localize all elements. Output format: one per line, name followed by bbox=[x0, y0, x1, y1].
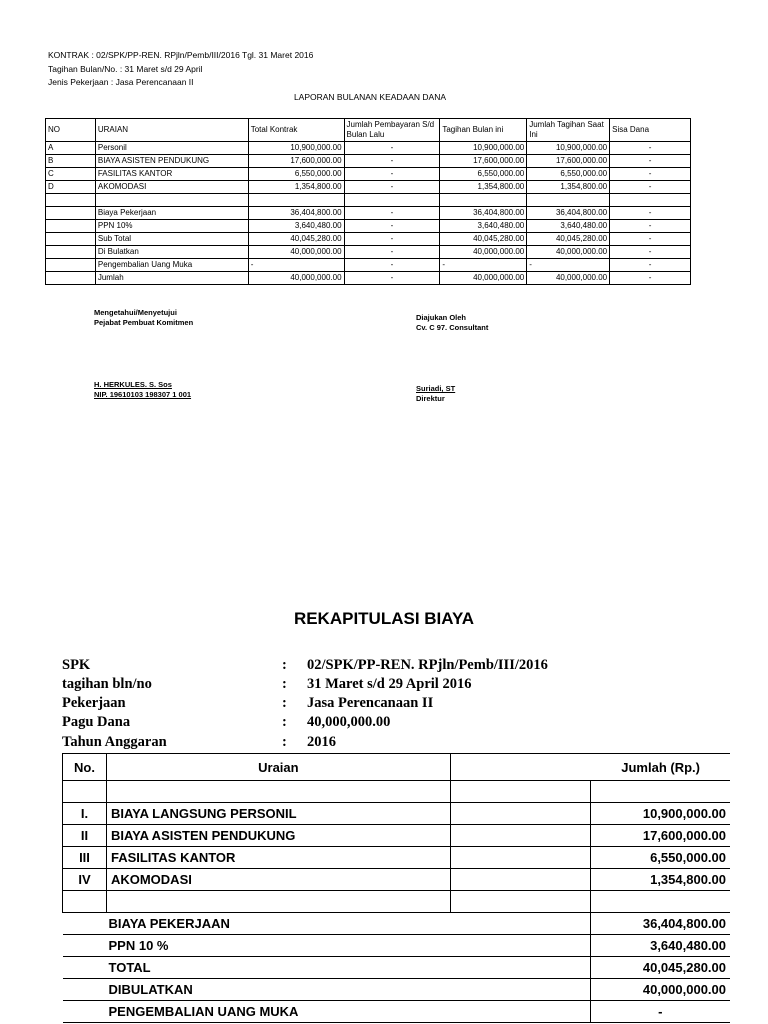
table-cell bbox=[450, 979, 590, 1001]
table-cell: Sub Total bbox=[95, 233, 248, 246]
table-cell: PPN 10% bbox=[95, 220, 248, 233]
total-label: TOTAL bbox=[63, 957, 451, 979]
table-cell: 6,550,000.00 bbox=[440, 168, 527, 181]
meta-row bbox=[62, 656, 548, 675]
table-cell bbox=[344, 194, 440, 207]
table-cell bbox=[590, 781, 730, 803]
table-cell: - bbox=[610, 246, 691, 259]
meta-row bbox=[62, 675, 471, 694]
table-cell: - bbox=[610, 220, 691, 233]
col-header: Jumlah Pembayaran S/d Bulan Lalu bbox=[344, 119, 440, 142]
meta-sep: : bbox=[282, 734, 287, 750]
jenis-pekerjaan-line: Jenis Pekerjaan : Jasa Perencanaan II bbox=[48, 77, 194, 87]
table-cell bbox=[46, 246, 96, 259]
table-header-row bbox=[46, 119, 691, 142]
col-header: Tagihan Bulan ini bbox=[440, 119, 527, 142]
meta-sep: : bbox=[282, 695, 287, 711]
table-cell: 10,900,000.00 bbox=[440, 142, 527, 155]
table-row bbox=[46, 194, 691, 207]
total-jumlah: 40,045,280.00 bbox=[590, 957, 730, 979]
rekap-total-row bbox=[63, 957, 731, 979]
table-row bbox=[46, 142, 691, 155]
item-uraian: AKOMODASI bbox=[106, 869, 450, 891]
table-cell: 40,045,280.00 bbox=[527, 233, 610, 246]
meta-value: 2016 bbox=[307, 734, 336, 750]
item-uraian: BIAYA LANGSUNG PERSONIL bbox=[106, 803, 450, 825]
table-cell: 40,000,000.00 bbox=[248, 272, 344, 285]
table-cell: FASILITAS KANTOR bbox=[95, 168, 248, 181]
meta-value: 02/SPK/PP-REN. RPjln/Pemb/III/2016 bbox=[307, 657, 548, 673]
table-cell: 1,354,800.00 bbox=[440, 181, 527, 194]
rekap-total-row bbox=[63, 935, 731, 957]
rekap-item-row bbox=[63, 847, 731, 869]
table-cell: 3,640,480.00 bbox=[248, 220, 344, 233]
col-header-no: No. bbox=[63, 754, 107, 781]
item-no: III bbox=[63, 847, 107, 869]
table-cell: 17,600,000.00 bbox=[248, 155, 344, 168]
table-cell bbox=[46, 272, 96, 285]
table-cell: - bbox=[344, 233, 440, 246]
sign-right-line2: Cv. C 97. Consultant bbox=[416, 323, 489, 332]
rekap-total-row bbox=[63, 979, 731, 1001]
table-cell bbox=[450, 803, 590, 825]
table-cell bbox=[46, 207, 96, 220]
sign-right-line1: Diajukan Oleh bbox=[416, 313, 467, 322]
table-cell bbox=[450, 825, 590, 847]
col-header: Sisa Dana bbox=[610, 119, 691, 142]
rekap-spacer-row bbox=[63, 781, 731, 803]
sign-right-title: Direktur bbox=[416, 394, 445, 403]
rekap-table bbox=[62, 753, 730, 1023]
table-cell: 36,404,800.00 bbox=[248, 207, 344, 220]
table-cell: 40,000,000.00 bbox=[440, 246, 527, 259]
table-cell: - bbox=[610, 168, 691, 181]
table-row bbox=[46, 220, 691, 233]
rekap-spacer-row bbox=[63, 891, 731, 913]
total-label: DIBULATKAN bbox=[63, 979, 451, 1001]
table-cell: 40,000,000.00 bbox=[527, 246, 610, 259]
table-cell bbox=[63, 891, 107, 913]
table-cell: Pengembalian Uang Muka bbox=[95, 259, 248, 272]
meta-key: SPK bbox=[62, 657, 91, 673]
rekap-item-row bbox=[63, 869, 731, 891]
table-cell bbox=[590, 891, 730, 913]
table-cell bbox=[450, 957, 590, 979]
table-cell: 40,045,280.00 bbox=[248, 233, 344, 246]
col-header-jumlah: Jumlah (Rp.) bbox=[450, 754, 730, 781]
table-row bbox=[46, 155, 691, 168]
sign-left-name: H. HERKULES. S. Sos bbox=[94, 380, 172, 389]
table-cell: C bbox=[46, 168, 96, 181]
table-cell: 40,045,280.00 bbox=[440, 233, 527, 246]
table-cell: - bbox=[610, 181, 691, 194]
table-cell: 3,640,480.00 bbox=[527, 220, 610, 233]
rekap-title: REKAPITULASI BIAYA bbox=[293, 609, 475, 628]
table-cell bbox=[106, 781, 450, 803]
table-cell bbox=[106, 891, 450, 913]
table-cell: - bbox=[344, 181, 440, 194]
table-cell bbox=[248, 194, 344, 207]
table-cell: - bbox=[344, 142, 440, 155]
sign-right-name: Suriadi, ST bbox=[416, 384, 456, 393]
table-row bbox=[46, 181, 691, 194]
table-cell: - bbox=[527, 259, 610, 272]
meta-key: Tahun Anggaran bbox=[62, 734, 167, 750]
table-cell: 6,550,000.00 bbox=[248, 168, 344, 181]
rekap-total-row bbox=[63, 913, 731, 935]
table-cell bbox=[95, 194, 248, 207]
table-cell bbox=[450, 869, 590, 891]
item-jumlah: 1,354,800.00 bbox=[590, 869, 730, 891]
table-cell: - bbox=[344, 246, 440, 259]
table-cell bbox=[46, 233, 96, 246]
table-row bbox=[46, 272, 691, 285]
meta-row bbox=[62, 713, 390, 732]
table-row bbox=[46, 207, 691, 220]
rekap-header-row bbox=[63, 754, 731, 781]
table-cell: 6,550,000.00 bbox=[527, 168, 610, 181]
table-cell: D bbox=[46, 181, 96, 194]
table-cell: 40,000,000.00 bbox=[440, 272, 527, 285]
table-cell: A bbox=[46, 142, 96, 155]
table-cell: - bbox=[610, 155, 691, 168]
table-cell: - bbox=[610, 142, 691, 155]
total-jumlah: 40,000,000.00 bbox=[590, 979, 730, 1001]
table-cell bbox=[450, 891, 590, 913]
meta-sep: : bbox=[282, 714, 287, 730]
total-label: BIAYA PEKERJAAN bbox=[63, 913, 451, 935]
table-cell: 40,000,000.00 bbox=[248, 246, 344, 259]
table-cell bbox=[46, 259, 96, 272]
table-cell: Personil bbox=[95, 142, 248, 155]
col-header: Jumlah Tagihan Saat Ini bbox=[527, 119, 610, 142]
meta-sep: : bbox=[282, 657, 287, 673]
rekap-item-row bbox=[63, 825, 731, 847]
table-cell bbox=[63, 781, 107, 803]
table-cell: - bbox=[440, 259, 527, 272]
sign-left-line2: Pejabat Pembuat Komitmen bbox=[94, 318, 194, 327]
total-jumlah: 3,640,480.00 bbox=[590, 935, 730, 957]
item-no: II bbox=[63, 825, 107, 847]
table-cell: - bbox=[248, 259, 344, 272]
table-row bbox=[46, 233, 691, 246]
table-cell bbox=[450, 781, 590, 803]
table-cell: - bbox=[344, 168, 440, 181]
table-cell bbox=[610, 194, 691, 207]
meta-value: 31 Maret s/d 29 April 2016 bbox=[307, 676, 472, 692]
total-label: PPN 10 % bbox=[63, 935, 451, 957]
table-cell bbox=[450, 913, 590, 935]
meta-value: Jasa Perencanaan II bbox=[307, 695, 434, 711]
table-cell: - bbox=[610, 207, 691, 220]
table-cell bbox=[46, 194, 96, 207]
table-cell: - bbox=[344, 207, 440, 220]
total-jumlah: 36,404,800.00 bbox=[590, 913, 730, 935]
table-cell: - bbox=[344, 155, 440, 168]
item-jumlah: 17,600,000.00 bbox=[590, 825, 730, 847]
meta-key: tagihan bln/no bbox=[62, 676, 152, 692]
table-cell: BIAYA ASISTEN PENDUKUNG bbox=[95, 155, 248, 168]
table-cell: - bbox=[610, 259, 691, 272]
table-cell: - bbox=[610, 233, 691, 246]
total-jumlah: - bbox=[590, 1001, 730, 1023]
table-cell: - bbox=[344, 259, 440, 272]
table-cell: - bbox=[344, 272, 440, 285]
rekap-item-row bbox=[63, 803, 731, 825]
meta-row bbox=[62, 733, 336, 752]
col-header: NO bbox=[46, 119, 96, 142]
report-title: LAPORAN BULANAN KEADAAN DANA bbox=[293, 92, 447, 102]
table-cell: 1,354,800.00 bbox=[248, 181, 344, 194]
table-cell: 17,600,000.00 bbox=[527, 155, 610, 168]
table-cell bbox=[46, 220, 96, 233]
laporan-table bbox=[45, 118, 691, 285]
col-header-uraian: Uraian bbox=[106, 754, 450, 781]
table-cell: 1,354,800.00 bbox=[527, 181, 610, 194]
table-cell bbox=[440, 194, 527, 207]
sign-left-nip: NIP. 19610103 198307 1 001 bbox=[94, 390, 192, 399]
table-cell: 3,640,480.00 bbox=[440, 220, 527, 233]
table-cell: Di Bulatkan bbox=[95, 246, 248, 259]
table-cell bbox=[450, 847, 590, 869]
item-jumlah: 6,550,000.00 bbox=[590, 847, 730, 869]
table-cell: 10,900,000.00 bbox=[527, 142, 610, 155]
col-header: URAIAN bbox=[95, 119, 248, 142]
kontrak-line: KONTRAK : 02/SPK/PP-REN. RPjln/Pemb/III/2016 Tgl. 31 Maret 2016 bbox=[48, 50, 314, 60]
item-jumlah: 10,900,000.00 bbox=[590, 803, 730, 825]
table-cell bbox=[527, 194, 610, 207]
table-row bbox=[46, 246, 691, 259]
tagihan-line: Tagihan Bulan/No. : 31 Maret s/d 29 April bbox=[48, 64, 203, 74]
table-row bbox=[46, 259, 691, 272]
table-cell: Biaya Pekerjaan bbox=[95, 207, 248, 220]
meta-row bbox=[62, 694, 433, 713]
meta-key: Pekerjaan bbox=[62, 695, 126, 711]
table-row bbox=[46, 168, 691, 181]
item-no: IV bbox=[63, 869, 107, 891]
meta-sep: : bbox=[282, 676, 287, 692]
table-cell: - bbox=[610, 272, 691, 285]
table-cell: Jumlah bbox=[95, 272, 248, 285]
table-cell: 36,404,800.00 bbox=[527, 207, 610, 220]
table-cell: 10,900,000.00 bbox=[248, 142, 344, 155]
sign-left-line1: Mengetahui/Menyetujui bbox=[94, 308, 177, 317]
table-cell: AKOMODASI bbox=[95, 181, 248, 194]
meta-key: Pagu Dana bbox=[62, 714, 131, 730]
item-no: I. bbox=[63, 803, 107, 825]
table-cell: 40,000,000.00 bbox=[527, 272, 610, 285]
table-cell: 17,600,000.00 bbox=[440, 155, 527, 168]
item-uraian: BIAYA ASISTEN PENDUKUNG bbox=[106, 825, 450, 847]
table-cell: B bbox=[46, 155, 96, 168]
item-uraian: FASILITAS KANTOR bbox=[106, 847, 450, 869]
table-cell bbox=[450, 935, 590, 957]
total-label: PENGEMBALIAN UANG MUKA bbox=[63, 1001, 451, 1023]
meta-value: 40,000,000.00 bbox=[307, 714, 391, 730]
rekap-total-row bbox=[63, 1001, 731, 1023]
table-cell: - bbox=[344, 220, 440, 233]
table-cell: 36,404,800.00 bbox=[440, 207, 527, 220]
table-cell bbox=[450, 1001, 590, 1023]
col-header: Total Kontrak bbox=[248, 119, 344, 142]
